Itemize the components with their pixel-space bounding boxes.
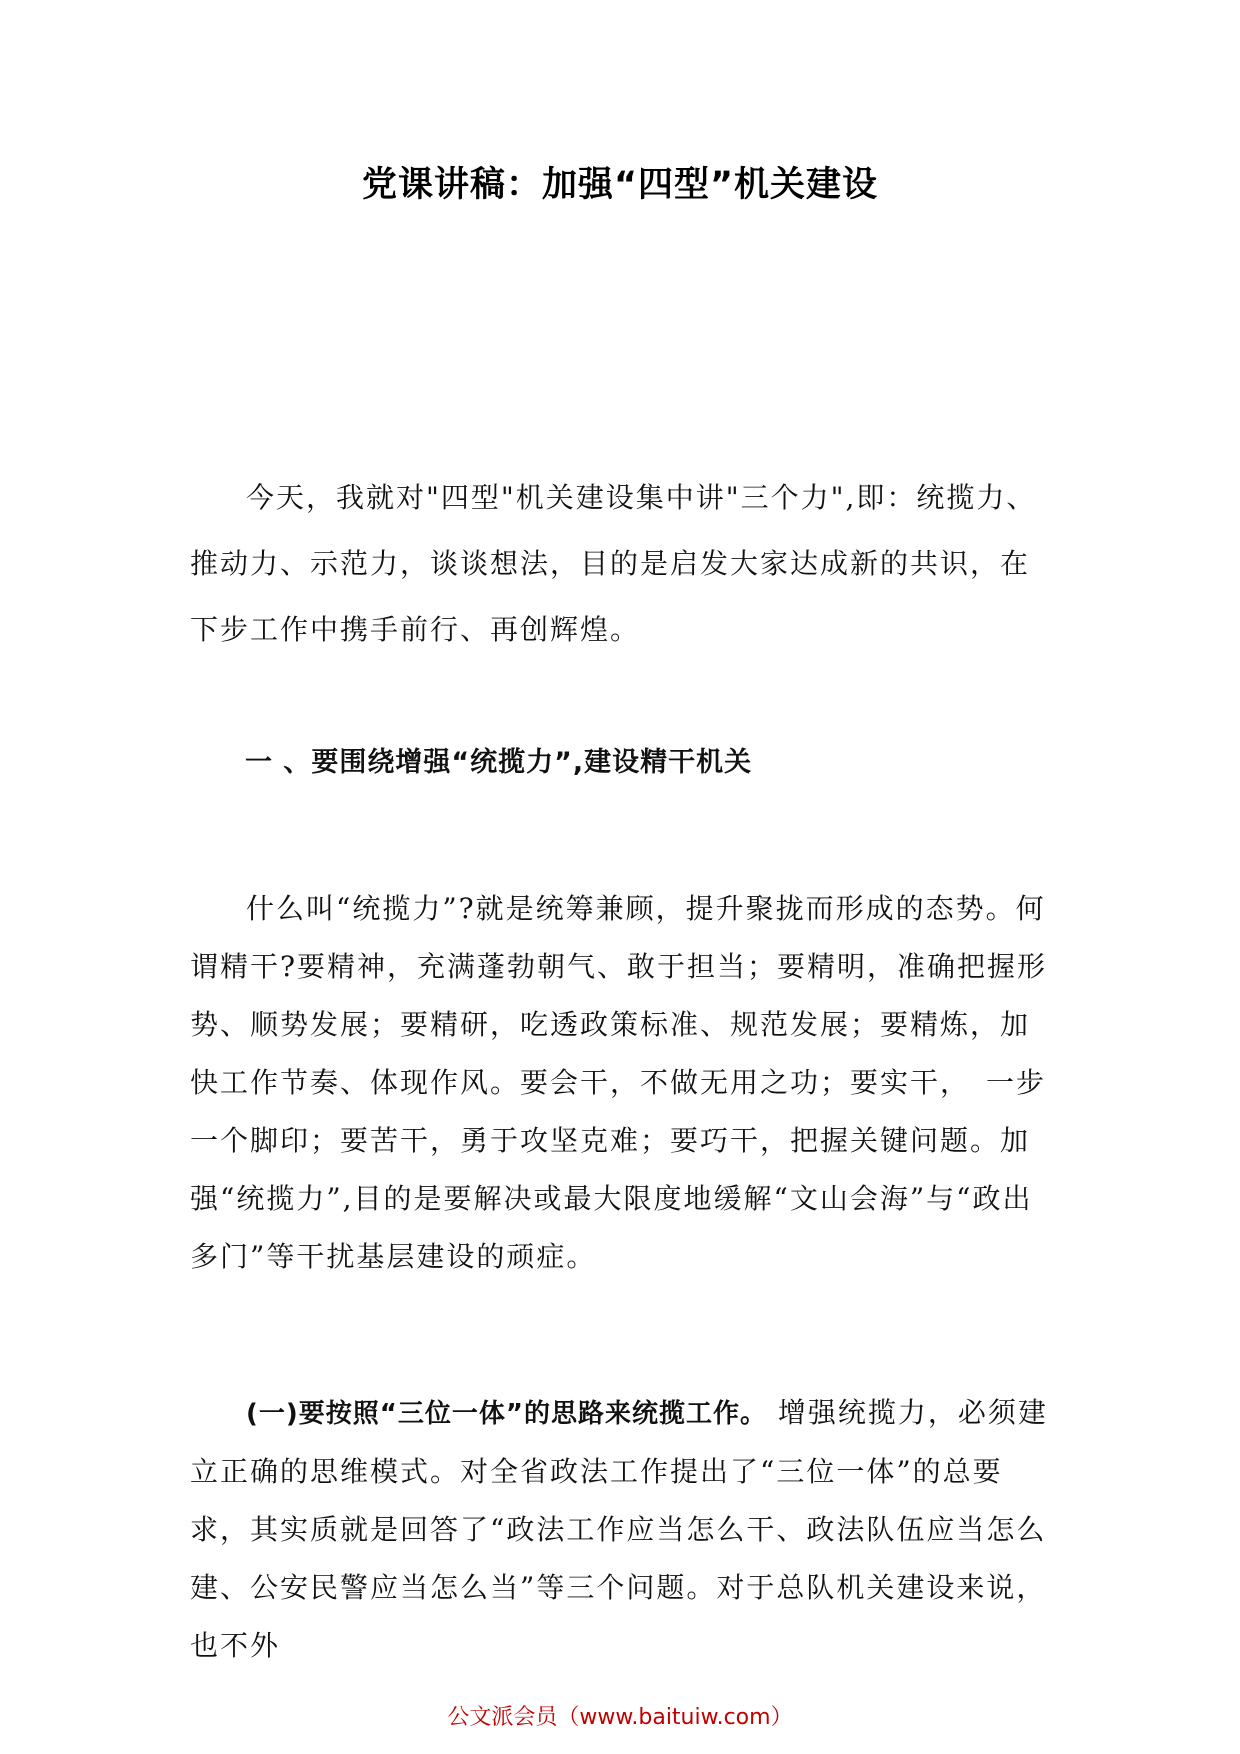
document-title: 党课讲稿：加强“四型”机关建设	[361, 165, 878, 205]
subsection-1-paragraph	[190, 1384, 1050, 1675]
footer-watermark-link[interactable]: 公文派会员（www.baituiw.com）	[447, 1705, 793, 1730]
subsection-1-lead: (一)要按照“三位一体”的思路来统揽工作。	[246, 1399, 767, 1429]
intro-paragraph: 今天，我就对"四型"机关建设集中讲"三个力",即：统揽力、推动力、示范力，谈谈想法，目的是启发大家达成新的共识，在下步工作中携手前行、再创辉煌。	[190, 481, 1037, 646]
subsection-1-body: 增强统揽力，必须建立正确的思维模式。对全省政法工作提出了“三位一体”的总要求，其实质就是回答了“政法工作应当怎么干、政法队伍应当怎么建、公安民警应当怎么当”等三个问题。对于总队机关建设来说，也不外	[190, 1396, 1048, 1662]
section-1-paragraph: 什么叫“统揽力”?就是统筹兼顾，提升聚拢而形成的态势。何谓精干?要精神，充满蓬勃朝气、敢于担当；要精明，准确把握形势、顺势发展；要精研，吃透政策标准、规范发展；要精炼，加快工作节奏、体现作风。要会干，不做无用之功；要实干， 一步一个脚印；要苦干，勇于攻坚克难；要巧干，把握关键问题。加强“统揽力”,目的是要解决或最大限度地缓解“文山会海”与“政出多门”等干扰基层建设的顽症。	[190, 892, 1048, 1273]
section-heading-1: 一 、要围绕增强“统揽力”,建设精干机关	[245, 747, 753, 778]
